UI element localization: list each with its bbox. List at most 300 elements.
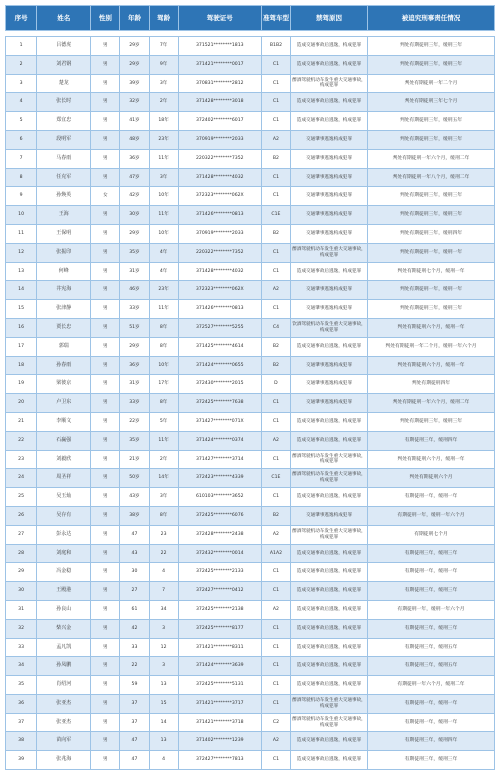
row-gender: 男: [91, 394, 120, 413]
row-driving-years: 8年: [149, 337, 178, 356]
row-ban-reason: 交通肇事逃逸构成犯罪: [291, 281, 368, 300]
row-no: 35: [6, 676, 37, 695]
row-vehicle-class: C1: [261, 694, 290, 713]
row-penalty: 有期徒刑七个月: [368, 525, 495, 544]
row-age: 46岁: [120, 281, 149, 300]
row-no: 21: [6, 412, 37, 431]
header-vehicle-class: 准驾车型: [261, 6, 290, 31]
header-ban-reason: 禁驾原因: [291, 6, 368, 31]
row-penalty: 判处有期徒刑三年，缓刑三年: [368, 206, 495, 225]
row-ban-reason: 醉酒驾驶机动车发生重大交通事故，构成犯罪: [291, 694, 368, 713]
row-vehicle-class: D: [261, 375, 290, 394]
row-age: 38岁: [120, 506, 149, 525]
row-driving-years: 34: [149, 600, 178, 619]
row-penalty: 判处有期徒刑三年七个月: [368, 93, 495, 112]
table-row: [6, 206, 495, 225]
row-no: 11: [6, 224, 37, 243]
row-gender: 男: [91, 544, 120, 563]
row-age: 30: [120, 563, 149, 582]
row-gender: 男: [91, 281, 120, 300]
table-row: [6, 74, 495, 93]
row-name: 孙焕英: [37, 187, 91, 206]
row-vehicle-class: B2: [261, 337, 290, 356]
row-driving-years: 11年: [149, 431, 178, 450]
row-age: 29岁: [120, 37, 149, 56]
table-row: [6, 356, 495, 375]
row-name: 苗向军: [37, 732, 91, 751]
row-ban-reason: 醉酒驾驶机动车发生重大交通事故，构成犯罪: [291, 713, 368, 732]
row-license: 372428********2438: [178, 525, 261, 544]
row-no: 18: [6, 356, 37, 375]
row-ban-reason: 造成交通事故后逃逸，构成犯罪: [291, 544, 368, 563]
row-penalty: 有期徒刑三年，缓刑四年: [368, 732, 495, 751]
row-age: 32岁: [120, 93, 149, 112]
row-driving-years: 8年: [149, 394, 178, 413]
row-name: 何峰: [37, 262, 91, 281]
row-name: 楚龙: [37, 74, 91, 93]
row-driving-years: 13: [149, 732, 178, 751]
row-driving-years: 3年: [149, 168, 178, 187]
row-penalty: 判处有期徒刑六个月，缓刑一年: [368, 318, 495, 337]
row-license: 371521********1813: [178, 37, 261, 56]
row-gender: 男: [91, 676, 120, 695]
row-vehicle-class: C1: [261, 582, 290, 601]
row-license: 371428********3018: [178, 93, 261, 112]
row-driving-years: 11年: [149, 149, 178, 168]
row-ban-reason: 交通肇事逃逸构成犯罪: [291, 506, 368, 525]
table-row: [6, 619, 495, 638]
row-name: 马春雨: [37, 149, 91, 168]
row-no: 34: [6, 657, 37, 676]
table-row: [6, 506, 495, 525]
row-license: 371428********4032: [178, 168, 261, 187]
table-body: [6, 31, 495, 770]
row-ban-reason: 造成交通事故后逃逸，构成犯罪: [291, 657, 368, 676]
row-driving-years: 4: [149, 563, 178, 582]
row-age: 33岁: [120, 300, 149, 319]
row-license: 371424********0655: [178, 356, 261, 375]
row-driving-years: 2年: [149, 93, 178, 112]
row-gender: 男: [91, 168, 120, 187]
row-ban-reason: 造成交通事故后逃逸，构成犯罪: [291, 55, 368, 74]
row-ban-reason: 交通肇事逃逸构成犯罪: [291, 300, 368, 319]
row-name: 肖绍河: [37, 676, 91, 695]
row-license: 371426********0813: [178, 300, 261, 319]
row-license: 372425********6076: [178, 506, 261, 525]
row-ban-reason: 造成交通事故后逃逸，构成犯罪: [291, 751, 368, 770]
row-gender: 男: [91, 224, 120, 243]
row-gender: 男: [91, 600, 120, 619]
row-no: 23: [6, 450, 37, 469]
row-driving-years: 9年: [149, 55, 178, 74]
row-ban-reason: 交通肇事逃逸构成犯罪: [291, 224, 368, 243]
row-driving-years: 22: [149, 544, 178, 563]
row-vehicle-class: C1: [261, 93, 290, 112]
row-name: 李顺文: [37, 412, 91, 431]
row-vehicle-class: C1: [261, 638, 290, 657]
row-penalty: 判处有期徒刑六个月: [368, 469, 495, 488]
row-vehicle-class: C1: [261, 657, 290, 676]
row-name: 石赢强: [37, 431, 91, 450]
row-driving-years: 11年: [149, 300, 178, 319]
table-row: [6, 375, 495, 394]
table-row: [6, 37, 495, 56]
row-vehicle-class: A2: [261, 732, 290, 751]
table-row: [6, 55, 495, 74]
row-gender: 男: [91, 751, 120, 770]
row-driving-years: 4: [149, 751, 178, 770]
row-license: 371402********1239: [178, 732, 261, 751]
row-gender: 男: [91, 469, 120, 488]
row-no: 24: [6, 469, 37, 488]
row-driving-years: 12: [149, 638, 178, 657]
row-penalty: 判处有期徒刑一年六个月，缓刑二年: [368, 149, 495, 168]
row-age: 47: [120, 732, 149, 751]
row-gender: 男: [91, 694, 120, 713]
row-ban-reason: 造成交通事故后逃逸，构成犯罪: [291, 262, 368, 281]
table-row: [6, 638, 495, 657]
row-age: 31岁: [120, 262, 149, 281]
row-no: 22: [6, 431, 37, 450]
row-gender: 男: [91, 356, 120, 375]
row-age: 51岁: [120, 318, 149, 337]
row-age: 43: [120, 544, 149, 563]
row-ban-reason: 交通肇事逃逸构成犯罪: [291, 394, 368, 413]
row-penalty: 有期徒刑三年，缓刑三年: [368, 751, 495, 770]
row-vehicle-class: C2: [261, 713, 290, 732]
row-age: 21岁: [120, 450, 149, 469]
row-age: 27: [120, 582, 149, 601]
row-ban-reason: 交通肇事逃逸构成犯罪: [291, 149, 368, 168]
row-license: 371428********4032: [178, 262, 261, 281]
row-license: 372432********0014: [178, 544, 261, 563]
row-driving-years: 5年: [149, 412, 178, 431]
row-name: 梁彼京: [37, 375, 91, 394]
table-row: [6, 243, 495, 262]
row-vehicle-class: B2: [261, 149, 290, 168]
row-penalty: 有期徒刑一年，缓刑一年: [368, 563, 495, 582]
row-ban-reason: 造成交通事故后逃逸，构成犯罪: [291, 112, 368, 131]
row-no: 1: [6, 37, 37, 56]
row-driving-years: 14年: [149, 469, 178, 488]
row-penalty: 判处有期徒刑三年，缓刑三年: [368, 300, 495, 319]
row-no: 37: [6, 713, 37, 732]
row-license: 372323********062X: [178, 281, 261, 300]
row-penalty: 判处有期徒刑一年，缓刑一年: [368, 281, 495, 300]
row-no: 26: [6, 506, 37, 525]
row-name: 孙良山: [37, 600, 91, 619]
row-age: 43岁: [120, 488, 149, 507]
row-gender: 男: [91, 243, 120, 262]
row-driving-years: 17年: [149, 375, 178, 394]
row-vehicle-class: C1: [261, 488, 290, 507]
header-age: 年龄: [120, 6, 149, 31]
row-gender: 男: [91, 206, 120, 225]
row-gender: 男: [91, 488, 120, 507]
row-license: 372323********062X: [178, 187, 261, 206]
row-vehicle-class: C1: [261, 55, 290, 74]
row-no: 32: [6, 619, 37, 638]
row-penalty: 判处有期徒刑一年，缓刑一年: [368, 243, 495, 262]
row-ban-reason: 造成交通事故后逃逸，构成犯罪: [291, 93, 368, 112]
row-ban-reason: 造成交通事故后逃逸，构成犯罪: [291, 732, 368, 751]
row-penalty: 判处有期徒刑六个月，缓刑一年: [368, 450, 495, 469]
row-gender: 男: [91, 450, 120, 469]
row-age: 36岁: [120, 149, 149, 168]
table-row: [6, 657, 495, 676]
row-age: 59: [120, 676, 149, 695]
row-driving-years: 23: [149, 525, 178, 544]
table-row: [6, 563, 495, 582]
row-gender: 男: [91, 37, 120, 56]
row-ban-reason: 造成交通事故后逃逸，构成犯罪: [291, 337, 368, 356]
table-row: [6, 676, 495, 695]
table-row: [6, 337, 495, 356]
row-name: 张津静: [37, 300, 91, 319]
header-penalty: 被追究刑事责任情况: [368, 6, 495, 31]
row-age: 35岁: [120, 431, 149, 450]
row-penalty: 有期徒刑一年，缓刑一年六个月: [368, 600, 495, 619]
row-ban-reason: 造成交通事故后逃逸，构成犯罪: [291, 431, 368, 450]
row-gender: 男: [91, 506, 120, 525]
table-row: [6, 112, 495, 131]
row-vehicle-class: A2: [261, 281, 290, 300]
row-vehicle-class: C1: [261, 412, 290, 431]
banned-drivers-table: [5, 5, 495, 770]
row-vehicle-class: B2: [261, 224, 290, 243]
row-name: 刘庭和: [37, 544, 91, 563]
row-name: 王殿港: [37, 582, 91, 601]
row-gender: 男: [91, 713, 120, 732]
row-license: 372425********2133: [178, 563, 261, 582]
row-name: 贾长忠: [37, 318, 91, 337]
row-gender: 女: [91, 187, 120, 206]
row-penalty: 判处有期徒刑三年，缓刑三年: [368, 130, 495, 149]
row-no: 15: [6, 300, 37, 319]
row-age: 48岁: [120, 130, 149, 149]
table-row: [6, 412, 495, 431]
row-no: 6: [6, 130, 37, 149]
row-ban-reason: 造成交通事故后逃逸，构成犯罪: [291, 563, 368, 582]
row-penalty: 判处有期徒刑三年，缓刑三年: [368, 37, 495, 56]
table-row: [6, 525, 495, 544]
row-gender: 男: [91, 262, 120, 281]
row-gender: 男: [91, 582, 120, 601]
row-vehicle-class: C1: [261, 450, 290, 469]
row-ban-reason: 交通肇事逃逸构成犯罪: [291, 356, 368, 375]
table-row: [6, 582, 495, 601]
row-name: 孙凤鹏: [37, 657, 91, 676]
row-age: 47: [120, 525, 149, 544]
row-no: 27: [6, 525, 37, 544]
row-penalty: 判处有期徒刑一年二个月，缓刑一年六个月: [368, 337, 495, 356]
row-driving-years: 8年: [149, 318, 178, 337]
row-age: 33岁: [120, 394, 149, 413]
row-name: 张亚杰: [37, 713, 91, 732]
row-driving-years: 11年: [149, 206, 178, 225]
row-license: 371424********0374: [178, 431, 261, 450]
row-ban-reason: 造成交通事故后逃逸，构成犯罪: [291, 619, 368, 638]
table-row: [6, 488, 495, 507]
row-gender: 男: [91, 431, 120, 450]
row-ban-reason: 造成交通事故后逃逸，构成犯罪: [291, 412, 368, 431]
row-vehicle-class: C1: [261, 300, 290, 319]
table-container: [5, 5, 495, 770]
row-license: 372425********8177: [178, 619, 261, 638]
row-driving-years: 4年: [149, 262, 178, 281]
row-vehicle-class: B2: [261, 506, 290, 525]
row-name: 郑宜忠: [37, 112, 91, 131]
row-vehicle-class: C4: [261, 318, 290, 337]
row-driving-years: 8年: [149, 506, 178, 525]
row-age: 39岁: [120, 74, 149, 93]
row-penalty: 有期徒刑一年，缓刑一年: [368, 713, 495, 732]
row-penalty: 判处有期徒刑三年，缓刑四年: [368, 224, 495, 243]
row-name: 张振印: [37, 243, 91, 262]
row-license: 372425********2138: [178, 600, 261, 619]
row-ban-reason: 交通肇事逃逸构成犯罪: [291, 168, 368, 187]
row-vehicle-class: C1E: [261, 206, 290, 225]
row-license: 610103********3652: [178, 488, 261, 507]
row-age: 42岁: [120, 187, 149, 206]
row-age: 50岁: [120, 469, 149, 488]
row-vehicle-class: C1: [261, 751, 290, 770]
row-name: 吕德虎: [37, 37, 91, 56]
row-license: 370919********2033: [178, 224, 261, 243]
row-name: 彭永达: [37, 525, 91, 544]
row-gender: 男: [91, 638, 120, 657]
row-penalty: 判处有期徒刑三年，缓刑三年: [368, 55, 495, 74]
row-penalty: 有期徒刑三年，缓刑三年: [368, 619, 495, 638]
row-license: 372430********2015: [178, 375, 261, 394]
table-row: [6, 450, 495, 469]
row-penalty: 有期徒刑一年，缓刑一年: [368, 694, 495, 713]
row-penalty: 有期徒刑三年，缓刑四年: [368, 431, 495, 450]
row-license: 371425********4614: [178, 337, 261, 356]
table-row: [6, 281, 495, 300]
row-gender: 男: [91, 337, 120, 356]
row-vehicle-class: C1: [261, 187, 290, 206]
row-gender: 男: [91, 149, 120, 168]
row-vehicle-class: A2: [261, 431, 290, 450]
row-name: 张兆海: [37, 751, 91, 770]
row-penalty: 有期徒刑三年，缓刑三年: [368, 582, 495, 601]
table-header-row: [6, 6, 495, 31]
table-row: [6, 318, 495, 337]
row-vehicle-class: C1: [261, 74, 290, 93]
row-vehicle-class: C1: [261, 112, 290, 131]
row-license: 372423********4339: [178, 469, 261, 488]
row-ban-reason: 醉酒驾驶机动车发生重大交通事故，构成犯罪: [291, 243, 368, 262]
row-no: 39: [6, 751, 37, 770]
row-no: 30: [6, 582, 37, 601]
row-age: 36岁: [120, 356, 149, 375]
row-no: 13: [6, 262, 37, 281]
row-no: 12: [6, 243, 37, 262]
row-driving-years: 4年: [149, 243, 178, 262]
table-row: [6, 713, 495, 732]
row-license: 372425********7638: [178, 394, 261, 413]
row-name: 周圣祥: [37, 469, 91, 488]
row-age: 42: [120, 619, 149, 638]
row-license: 372425********5131: [178, 676, 261, 695]
row-no: 29: [6, 563, 37, 582]
row-name: 刘君钢: [37, 55, 91, 74]
row-no: 8: [6, 168, 37, 187]
row-no: 17: [6, 337, 37, 356]
row-driving-years: 7年: [149, 37, 178, 56]
row-penalty: 判处有期徒刑一年八个月，缓刑二年: [368, 168, 495, 187]
table-row: [6, 394, 495, 413]
row-age: 47岁: [120, 168, 149, 187]
row-name: 任克军: [37, 168, 91, 187]
row-vehicle-class: A2: [261, 600, 290, 619]
row-name: 张亚杰: [37, 694, 91, 713]
row-age: 30岁: [120, 206, 149, 225]
row-ban-reason: 造成交通事故后逃逸，构成犯罪: [291, 582, 368, 601]
row-penalty: 有期徒刑一年，缓刑一年六个月: [368, 506, 495, 525]
row-driving-years: 14: [149, 713, 178, 732]
row-ban-reason: 造成交通事故后逃逸，构成犯罪: [291, 676, 368, 695]
table-row: [6, 168, 495, 187]
table-row: [6, 262, 495, 281]
row-name: 井宪海: [37, 281, 91, 300]
row-penalty: 判处有期徒刑七个月，缓刑一年: [368, 262, 495, 281]
row-vehicle-class: C1E: [261, 469, 290, 488]
row-penalty: 有期徒刑一年六个月，缓刑二年: [368, 676, 495, 695]
row-driving-years: 10年: [149, 356, 178, 375]
row-ban-reason: 交通肇事逃逸构成犯罪: [291, 206, 368, 225]
table-row: [6, 224, 495, 243]
row-name: 王保明: [37, 224, 91, 243]
row-vehicle-class: C1: [261, 563, 290, 582]
row-age: 37: [120, 694, 149, 713]
row-name: 张长时: [37, 93, 91, 112]
table-row: [6, 600, 495, 619]
row-gender: 男: [91, 563, 120, 582]
row-gender: 男: [91, 93, 120, 112]
row-no: 14: [6, 281, 37, 300]
row-no: 33: [6, 638, 37, 657]
row-license: 371427********071X: [178, 412, 261, 431]
row-no: 20: [6, 394, 37, 413]
row-no: 31: [6, 600, 37, 619]
row-license: 371421********3718: [178, 713, 261, 732]
row-vehicle-class: C1: [261, 168, 290, 187]
row-no: 36: [6, 694, 37, 713]
row-name: 王海: [37, 206, 91, 225]
row-age: 29岁: [120, 55, 149, 74]
row-gender: 男: [91, 318, 120, 337]
row-ban-reason: 醉酒驾驶机动车发生重大交通事故，构成犯罪: [291, 525, 368, 544]
row-ban-reason: 醉酒驾驶机动车发生重大交通事故，构成犯罪: [291, 469, 368, 488]
row-driving-years: 3年: [149, 74, 178, 93]
row-vehicle-class: C1: [261, 619, 290, 638]
row-gender: 男: [91, 74, 120, 93]
table-row: [6, 469, 495, 488]
row-ban-reason: 交通肇事逃逸构成犯罪: [291, 130, 368, 149]
row-penalty: 有期徒刑三年，缓刑五年: [368, 638, 495, 657]
row-age: 29岁: [120, 337, 149, 356]
row-penalty: 有期徒刑三年，缓刑三年: [368, 544, 495, 563]
row-age: 61: [120, 600, 149, 619]
row-gender: 男: [91, 300, 120, 319]
row-age: 22: [120, 657, 149, 676]
row-vehicle-class: C1: [261, 676, 290, 695]
row-penalty: 判处有期徒刑一年六个月，缓刑二年: [368, 394, 495, 413]
row-vehicle-class: B1B2: [261, 37, 290, 56]
row-age: 33: [120, 638, 149, 657]
